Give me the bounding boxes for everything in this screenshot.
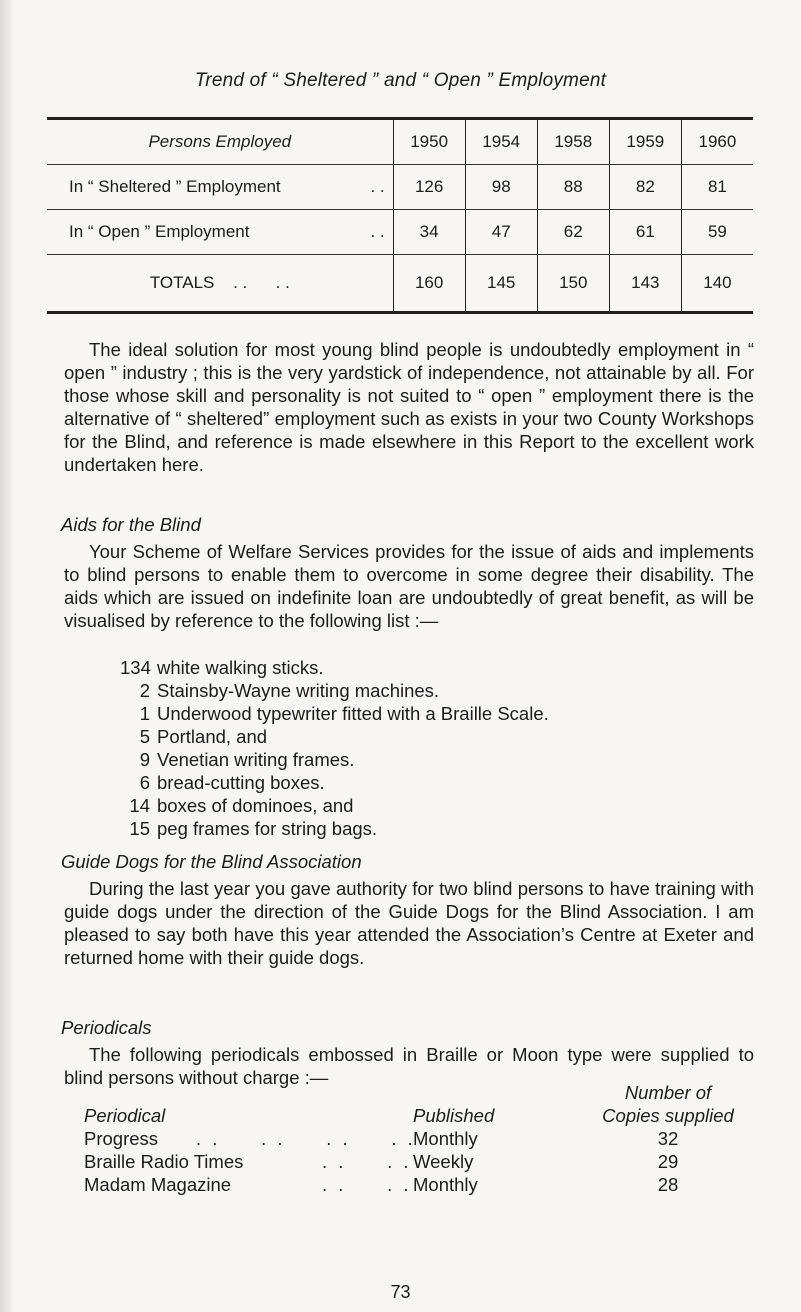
row-leader: . . . .	[322, 1151, 412, 1172]
table-cell: 88	[537, 165, 609, 210]
header-persons-employed: Persons Employed	[47, 119, 393, 165]
header-published: Published	[413, 1105, 495, 1126]
header-year: 1950	[393, 119, 465, 165]
item-quantity: 6	[139, 772, 150, 793]
list-item	[120, 771, 549, 794]
item-text: white walking sticks.	[157, 657, 324, 678]
item-text: Portland, and	[157, 726, 268, 747]
item-quantity: 15	[129, 818, 150, 839]
periodicals-table	[84, 1081, 744, 1196]
table-cell: 150	[537, 255, 609, 313]
table-cell: 59	[681, 210, 753, 255]
intro-paragraph: The ideal solution for most young blind people is undoubtedly employment in “ open ” industry ; this is the very yardstick of independence, not attainable by all. For those whose skill and personality is not suited to “ open ” employment there is the alternative of “ sheltered” employment such as exists in your two County Workshops for the Blind, and reference is made elsewhere in this Report to the excellent work undertaken here.	[64, 339, 754, 475]
aids-paragraph: Your Scheme of Welfare Services provides for the issue of aids and implements to blind persons to enable them to overcome in some degree their disability. The aids which are issued on indefinite loan are undoubtedly of great benefit, as will be visualised by reference to the following list :—	[64, 541, 754, 631]
periodicals-heading: Periodicals	[61, 1017, 152, 1038]
table-cell: 160	[393, 255, 465, 313]
page-number: 73	[390, 1282, 411, 1302]
header-copies-supplied: Copies supplied	[602, 1105, 734, 1126]
intro-paragraph-block	[64, 338, 754, 476]
list-item	[120, 794, 549, 817]
table-row-sheltered	[47, 165, 753, 210]
aids-section	[61, 513, 754, 632]
row-leader: . . . .	[233, 273, 290, 292]
list-item	[120, 817, 549, 840]
row-leader: . . . .	[322, 1174, 412, 1195]
periodical-name: Progress	[84, 1128, 159, 1149]
table-cell: 143	[609, 255, 681, 313]
aids-list	[120, 656, 549, 840]
item-quantity: 14	[129, 795, 150, 816]
header-number-of: Number of	[624, 1082, 712, 1103]
guide-dogs-heading: Guide Dogs for the Blind Association	[61, 851, 362, 872]
table-row	[84, 1127, 744, 1150]
header-year: 1959	[609, 119, 681, 165]
periodicals-section	[61, 1016, 754, 1089]
table-row	[84, 1173, 744, 1196]
row-label-text: In “ Open ” Employment	[69, 222, 250, 241]
table-cell: 82	[609, 165, 681, 210]
header-year: 1954	[465, 119, 537, 165]
guide-dogs-section	[61, 850, 754, 969]
periodical-published: Monthly	[413, 1128, 478, 1149]
table-title: Trend of “ Sheltered ” and “ Open ” Employment	[194, 70, 607, 91]
table-cell: 61	[609, 210, 681, 255]
item-quantity: 1	[139, 703, 150, 724]
item-text: Underwood typewriter fitted with a Braille Scale.	[157, 703, 549, 724]
table-cell: 62	[537, 210, 609, 255]
list-item	[120, 656, 549, 679]
row-leader: . .	[370, 222, 385, 241]
table-cell: 34	[393, 210, 465, 255]
row-label	[47, 210, 393, 255]
table-row-open	[47, 210, 753, 255]
list-item	[120, 748, 549, 771]
header-year: 1958	[537, 119, 609, 165]
periodical-name: Braille Radio Times	[84, 1151, 244, 1172]
periodical-published: Monthly	[413, 1174, 478, 1195]
table-cell: 126	[393, 165, 465, 210]
item-quantity: 134	[120, 657, 151, 678]
aids-heading: Aids for the Blind	[61, 514, 201, 535]
periodicals-header-row-2	[84, 1104, 744, 1127]
periodical-name: Madam Magazine	[84, 1174, 232, 1195]
periodical-copies: 29	[657, 1151, 679, 1172]
employment-trend-table	[47, 117, 753, 314]
header-year: 1960	[681, 119, 753, 165]
row-label-text: TOTALS	[149, 273, 215, 292]
guide-dogs-paragraph: During the last year you gave authority for two blind persons to have training with guide dogs under the direction of the Guide Dogs for the Blind Association. I am pleased to say both have this year attended the Association’s Centre at Exeter and returned home with their guide dogs.	[64, 878, 754, 968]
item-text: Stainsby-Wayne writing machines.	[157, 680, 440, 701]
list-item	[120, 679, 549, 702]
periodicals-paragraph: The following periodicals embossed in Braille or Moon type were supplied to blind persons without charge :—	[64, 1044, 754, 1088]
row-label	[47, 255, 393, 313]
item-quantity: 2	[139, 680, 150, 701]
table-cell: 98	[465, 165, 537, 210]
table-cell: 81	[681, 165, 753, 210]
row-label-text: In “ Sheltered ” Employment	[69, 177, 281, 196]
row-label	[47, 165, 393, 210]
list-item	[120, 725, 549, 748]
periodical-published: Weekly	[413, 1151, 474, 1172]
item-quantity: 9	[139, 749, 150, 770]
table-cell: 145	[465, 255, 537, 313]
item-text: boxes of dominoes, and	[157, 795, 354, 816]
table-row	[84, 1150, 744, 1173]
table-row-totals	[47, 255, 753, 313]
header-periodical: Periodical	[84, 1105, 166, 1126]
item-text: bread-cutting boxes.	[157, 772, 325, 793]
periodical-copies: 32	[657, 1128, 679, 1149]
list-item	[120, 702, 549, 725]
item-quantity: 5	[139, 726, 150, 747]
table-header-row	[47, 119, 753, 165]
row-leader: . .	[370, 177, 385, 196]
item-text: peg frames for string bags.	[157, 818, 378, 839]
page-edge-shadow	[0, 0, 14, 1312]
row-leader: . . . . . . . .	[196, 1128, 416, 1149]
table-cell: 47	[465, 210, 537, 255]
periodical-copies: 28	[657, 1174, 679, 1195]
item-text: Venetian writing frames.	[157, 749, 355, 770]
periodicals-header-row-1	[84, 1081, 744, 1104]
table-cell: 140	[681, 255, 753, 313]
